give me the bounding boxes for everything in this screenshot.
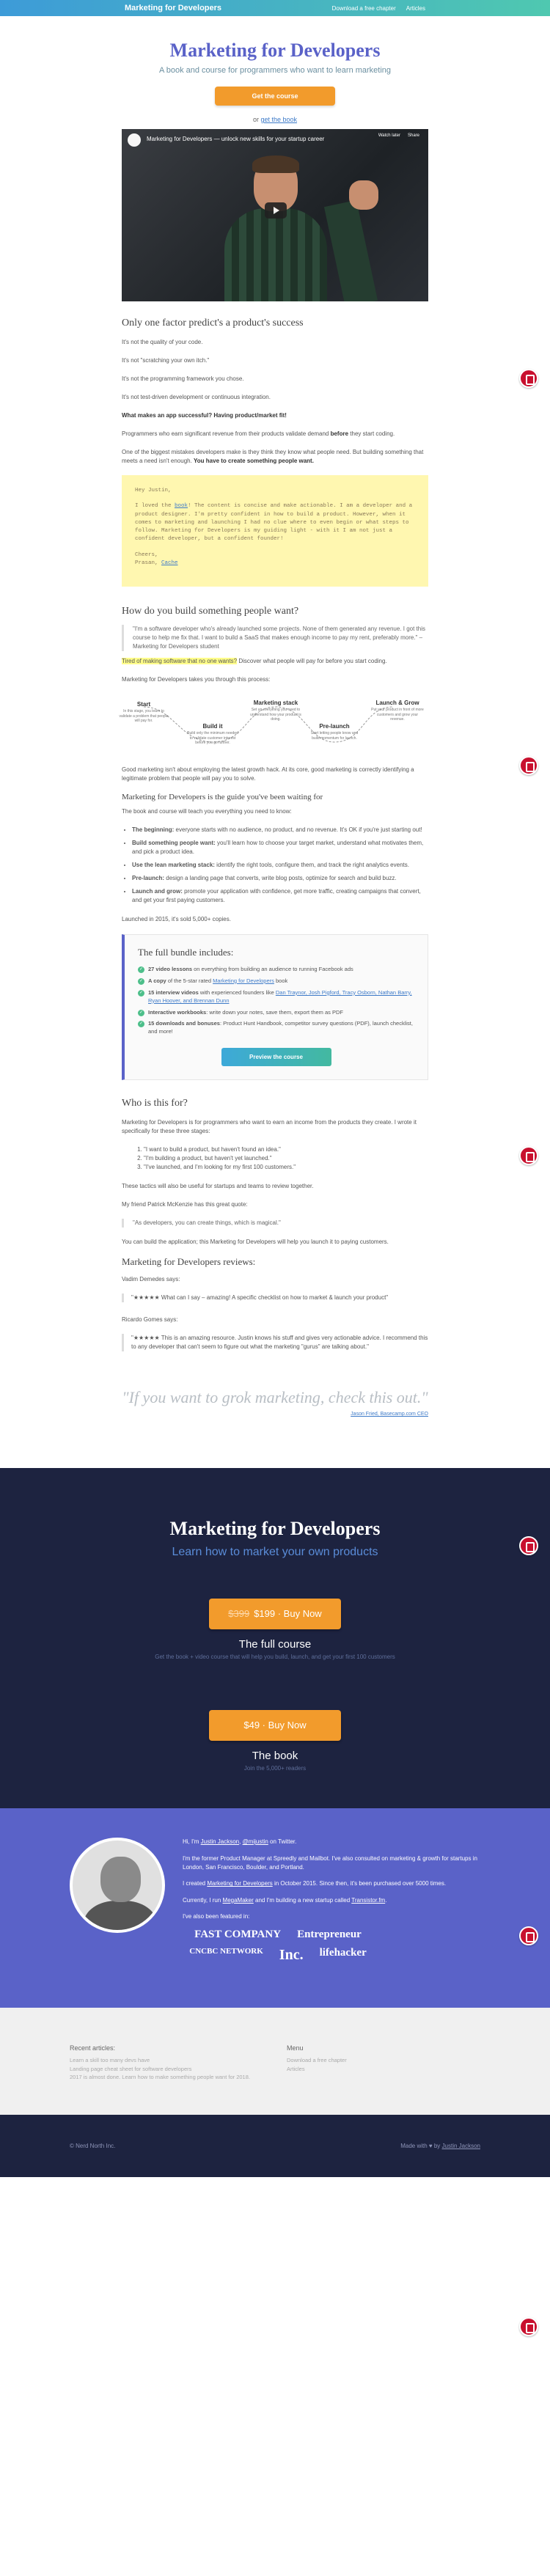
review-1-author: Vadim Demedes says:	[122, 1276, 180, 1283]
buy-book-button[interactable]: $49 · Buy Now	[209, 1710, 341, 1741]
main-content	[119, 318, 428, 1351]
guide-item	[132, 887, 428, 905]
who-item: 2. "I'm building a product, but haven't yet launched."	[144, 1154, 428, 1163]
buy-course-button[interactable]	[209, 1599, 341, 1629]
bundle-item-title: A copy	[148, 977, 166, 984]
how-heading: How do you build something people want?	[122, 606, 299, 617]
made-with	[400, 2143, 480, 2149]
page-subtitle: A book and course for programmers who want to learn marketing	[158, 66, 392, 75]
bundle-item	[138, 1009, 414, 1017]
guide-item	[132, 826, 428, 834]
floating-widget-icon[interactable]	[519, 1926, 538, 1945]
intro-p5	[122, 411, 428, 420]
bio-p5: I've also been featured in:	[183, 1913, 250, 1920]
bio-p1-c: on Twitter.	[268, 1838, 297, 1846]
check-icon: ✓	[139, 978, 144, 983]
bundle-item	[138, 1020, 414, 1036]
letter-book-link[interactable]: book	[175, 503, 188, 510]
guide-p1: The book and course will teach you everything you need to know:	[122, 808, 292, 815]
bundle-book-link[interactable]: Marketing for Developers	[213, 977, 274, 984]
step-start-desc: In this stage, you learn to validate a problem that people will pay for.	[119, 709, 169, 723]
nav-free-chapter[interactable]: Download a free chapter	[331, 4, 396, 12]
guide-item-text: identify the right tools, configure them, and track the right analytics events.	[214, 862, 409, 868]
page-title: Marketing for Developers	[169, 40, 381, 61]
step-build-name: Build it	[202, 723, 223, 730]
bundle-item-text-end: book	[274, 977, 288, 984]
pricing-subtitle: Learn how to market your own products	[172, 1546, 378, 1559]
guide-item	[132, 874, 428, 883]
floating-widget-icon[interactable]	[519, 1146, 538, 1165]
footer-menu	[287, 2044, 347, 2081]
step-stack	[249, 700, 302, 722]
or-text: or	[252, 116, 259, 123]
entrepreneur-logo: Entrepreneur	[297, 1929, 362, 1941]
video-figure-fist	[349, 180, 378, 210]
who-p2: These tactics will also be useful for startups and teams to review together.	[122, 1183, 314, 1190]
how-p2: Marketing for Developers takes you through this process:	[122, 676, 271, 683]
letter-handle-link[interactable]: Cache	[161, 559, 178, 566]
guide-item-title: Pre-launch:	[132, 875, 165, 881]
guide-item-text: design a landing page that converts, write blog posts, optimize for search and build buzz.	[164, 875, 397, 881]
bio-p3-b: in October 2015. Since then, it's been purchased over 5000 times.	[272, 1880, 447, 1887]
bundle-list	[138, 966, 414, 1036]
step-stack-desc: Set up everything you need to understand how your product is doing.	[250, 708, 301, 722]
bundle-item-text: on everything from building an audience to running Facebook ads	[192, 966, 353, 972]
share-button[interactable]: Share	[407, 133, 419, 138]
review-2: "★★★★★ This is an amazing resource. Justin knows his stuff and gives very actionable advice. I recommend this to any developer that can't seem to figure out what the marketing "gurus" are talking about."	[122, 1334, 428, 1351]
guide-item-text: promote your application with confidence, get more traffic, creating campaigns that convert, and get your first paying customers.	[132, 888, 421, 903]
footer-author-link[interactable]: Justin Jackson	[441, 2143, 480, 2150]
bundle-item	[138, 989, 414, 1005]
get-course-button[interactable]: Get the course	[215, 87, 334, 106]
bio-p1-a: Hi, I'm	[183, 1838, 201, 1846]
how-p3: Good marketing isn't about employing the latest growth hack. At its core, good marketing is correctly identifying a legitimate problem that people will pay you to solve.	[122, 766, 414, 782]
video-figure-shirt	[224, 208, 327, 301]
intro-p6-b: before	[330, 430, 349, 437]
book-title: The book	[252, 1750, 298, 1763]
bundle-item-text: with experienced founders like	[198, 988, 276, 996]
bundle-founders-link[interactable]: Dan Traynor, Josh Pigford, Tracy Osborn, Nathan Barry, Ryan Hoover, and Brennan Dunn	[148, 988, 412, 1004]
featured-quote: "If you want to grok marketing, check this out."	[122, 1388, 428, 1407]
video-player[interactable]	[122, 129, 428, 301]
mckenzie-quote: "As developers, you can create things, which is magical."	[122, 1219, 428, 1228]
check-icon: ✓	[139, 1010, 144, 1015]
transistor-link[interactable]: Transistor.fm	[351, 1896, 386, 1904]
guide-list	[132, 826, 428, 905]
step-start-name: Start	[136, 701, 151, 708]
bundle-item-text: : write down your notes, save them, export them as PDF	[206, 1008, 343, 1016]
footer-article-link[interactable]: Landing page cheat sheet for software developers	[70, 2065, 192, 2072]
avatar	[70, 1838, 165, 1933]
floating-widget-icon[interactable]	[519, 1536, 538, 1555]
step-build-desc: Build only the minimum needed to validate customer interest before you go further.	[187, 731, 238, 745]
twitter-link[interactable]: @mijustin	[242, 1838, 268, 1846]
how-p1-highlight: Tired of making software that no one wants?	[122, 658, 238, 664]
intro-p7-a: One of the biggest mistakes developers make is they think they know what people need. But building something that meets a need isn't enough.	[122, 449, 424, 464]
avatar-head	[100, 1857, 141, 1902]
guide-item-title: Build something people want:	[132, 840, 216, 846]
guide-item	[132, 861, 428, 870]
channel-avatar[interactable]	[128, 133, 141, 147]
intro-heading: Only one factor predict's a product's success	[122, 318, 304, 329]
footer-article-link[interactable]: Learn a skill too many devs have	[70, 2057, 150, 2064]
preview-course-button[interactable]: Preview the course	[221, 1048, 331, 1066]
get-book-link[interactable]: get the book	[260, 116, 298, 123]
bio-p4-c: .	[385, 1896, 387, 1904]
guide-item-text: everyone starts with no audience, no product, and no revenue. It's OK if you're just starting out!	[174, 826, 422, 833]
lifehacker-logo: lifehacker	[319, 1947, 367, 1959]
book-offer	[0, 1710, 550, 1772]
megamaker-link[interactable]: MegaMaker	[222, 1896, 254, 1904]
bundle-box	[122, 934, 428, 1080]
guide-item-title: Launch and grow:	[132, 888, 183, 895]
bio-p4-b: and I'm building a new startup called	[253, 1896, 352, 1904]
floating-widget-icon[interactable]	[519, 2317, 538, 2336]
watch-later-button[interactable]: Watch later	[378, 133, 400, 138]
who-heading: Who is this for?	[122, 1098, 188, 1109]
author-bio	[183, 1838, 480, 1964]
reviews-heading: Marketing for Developers reviews:	[122, 1256, 256, 1268]
press-logos	[183, 1929, 373, 1964]
intro-p3: It's not the programming framework you chose.	[122, 375, 244, 382]
who-p4: You can build the application; this Marketing for Developers will help you launch it to paying customers.	[122, 1239, 389, 1246]
step-build	[186, 723, 239, 746]
bundle-item-title: 27 video lessons	[148, 966, 193, 972]
bundle-item	[138, 966, 414, 974]
step-prelaunch-name: Pre-launch	[319, 723, 350, 730]
who-p3: My friend Patrick McKenzie has this great quote:	[122, 1201, 248, 1208]
avatar-body	[84, 1901, 157, 1933]
guide-p2: Launched in 2015, it's sold 5,000+ copies.	[122, 916, 231, 922]
pricing-section	[0, 1468, 550, 1808]
who-item: 1. "I want to build a product, but haven't found an idea."	[144, 1145, 428, 1154]
pricing-title: Marketing for Developers	[169, 1518, 381, 1540]
bundle-item-title: 15 interview videos	[148, 988, 199, 996]
letter-greeting: Hey Justin,	[135, 488, 172, 493]
who-item: 3. "I've launched, and I'm looking for my first 100 customers."	[144, 1163, 428, 1172]
book-link[interactable]: Marketing for Developers	[207, 1880, 273, 1887]
bundle-item	[138, 977, 414, 986]
footer-menu-link[interactable]: Download a free chapter	[287, 2057, 347, 2064]
bundle-item-title: 15 downloads and bonuses	[148, 1020, 220, 1027]
step-prelaunch	[308, 723, 361, 741]
book-desc: Join the 5,000+ readers	[243, 1765, 307, 1772]
video-figure	[232, 158, 320, 301]
course-offer	[0, 1599, 550, 1660]
bio-p2: I'm the former Product Manager at Spreedly and Mailbot. I've also consulted on marketing & growth for startups in London, San Francisco, Boulder, and Portland.	[183, 1854, 477, 1871]
course-title: The full course	[238, 1638, 312, 1651]
course-price: $199 · Buy Now	[254, 1608, 322, 1620]
intro-p5-bold: What makes an app successful? Having product/market fit!	[122, 412, 287, 419]
letter-body	[135, 502, 415, 543]
review-1: "★★★★★ What can I say – amazing! A specific checklist on how to market & launch your product"	[122, 1293, 428, 1302]
author-section	[0, 1808, 550, 2008]
how-p1-rest: Discover what people will pay for before you start coding.	[237, 658, 387, 664]
intro-p6	[122, 430, 428, 438]
guide-item-title: Use the lean marketing stack:	[132, 862, 215, 868]
author-name-link[interactable]: Justin Jackson	[200, 1838, 240, 1846]
check-icon: ✓	[139, 967, 144, 972]
video-figure-hair	[252, 155, 299, 173]
guide-heading: Marketing for Developers is the guide you've been waiting for	[122, 793, 323, 801]
hero	[0, 16, 550, 301]
step-stack-name: Marketing stack	[253, 700, 298, 706]
bio-p4-a: Currently, I run	[183, 1896, 223, 1904]
video-figure-arm	[324, 200, 378, 301]
nav-articles[interactable]: Articles	[406, 4, 425, 12]
bundle-item-title: Interactive workbooks	[148, 1008, 207, 1016]
cnbc-logo: CNCBC NETWORK	[189, 1947, 263, 1956]
footer-links	[0, 2008, 550, 2115]
student-quote: "I'm a software developer who's already launched some projects. None of them generated any revenue. I got this course to help me fix that. I want to build a SaaS that makes enough income to pay my rent, preferably more." – Marketing for Developers student	[122, 625, 428, 651]
footer-menu-link[interactable]: Articles	[287, 2065, 305, 2072]
intro-p2: It's not "scratching your own itch."	[122, 357, 210, 364]
fastcompany-logo: FAST COMPANY	[194, 1929, 282, 1941]
bundle-item-text: of the 5-star rated	[166, 977, 213, 984]
bio-p1-b: ,	[239, 1838, 243, 1846]
bio-p4	[183, 1896, 480, 1905]
floating-widget-icon[interactable]	[519, 756, 538, 775]
bio-p3-a: I created	[183, 1880, 208, 1887]
top-nav	[332, 5, 425, 12]
check-icon: ✓	[139, 990, 144, 995]
intro-p1: It's not the quality of your code.	[122, 339, 203, 345]
testimonial-letter	[122, 475, 428, 587]
inc-logo: Inc.	[279, 1947, 304, 1964]
course-desc: Get the book + video course that will help you build, launch, and get your first 100 customers	[155, 1654, 395, 1661]
bio-p1	[183, 1838, 480, 1846]
guide-item-text: you'll learn how to choose your target market, understand what motivates them, and pick a product idea.	[132, 840, 424, 855]
step-start	[117, 701, 170, 724]
video-actions	[378, 133, 419, 138]
footer-menu-title: Menu	[287, 2044, 304, 2052]
step-launch-name: Launch & Grow	[375, 700, 419, 706]
who-list	[144, 1145, 428, 1172]
video-title[interactable]: Marketing for Developers — unlock new skills for your startup career	[147, 136, 325, 142]
featured-quote-author[interactable]: Jason Fried, Basecamp.com CEO	[351, 1412, 428, 1417]
who-p1: Marketing for Developers is for programmers who want to earn an income from the products they create. I wrote it specifically for these three stages:	[122, 1119, 417, 1135]
bio-p3	[183, 1879, 480, 1888]
footer-articles	[70, 2044, 250, 2081]
footer-article-link[interactable]: 2017 is almost done. Learn how to make something people want for 2018.	[70, 2073, 250, 2080]
footer-articles-title: Recent articles:	[70, 2044, 116, 2052]
letter-body-a: I loved the	[135, 503, 175, 510]
step-launch	[371, 700, 424, 722]
step-launch-desc: Put your product in front of more customers and grow your revenue.	[371, 708, 424, 722]
or-get-book	[0, 116, 550, 123]
letter-signoff	[135, 551, 415, 568]
intro-p7-b: You have to create something people want.	[194, 458, 314, 464]
floating-widget-icon[interactable]	[519, 369, 538, 388]
step-prelaunch-desc: Start letting people know and build momentum for launch.	[310, 731, 359, 741]
course-old-price: $399	[228, 1608, 250, 1620]
intro-p6-a: Programmers who earn significant revenue from their products validate demand	[122, 430, 331, 437]
review-2-author: Ricardo Gomes says:	[122, 1316, 178, 1324]
check-icon: ✓	[139, 1021, 144, 1027]
play-icon[interactable]	[265, 202, 287, 219]
bundle-item-text: : Product Hunt Handbook, competitor survey questions (PDF), launch checklist, and more!	[148, 1020, 413, 1035]
bundle-heading: The full bundle includes:	[138, 947, 234, 958]
how-p1	[122, 657, 428, 666]
intro-p6-c: they start coding.	[348, 430, 395, 437]
intro-p4: It's not test-driven development or continuous integration.	[122, 394, 271, 400]
top-navbar	[0, 0, 550, 16]
guide-item	[132, 839, 428, 856]
intro-p7	[122, 448, 428, 466]
brand-logo[interactable]: Marketing for Developers	[125, 4, 222, 12]
copyright: © Nerd North Inc.	[70, 2143, 116, 2150]
process-diagram	[119, 694, 428, 755]
guide-item-title: The beginning:	[132, 826, 175, 833]
made-with-text: Made with ♥ by	[400, 2143, 442, 2150]
letter-cheers: Cheers,	[135, 551, 158, 558]
letter-body-b: ! The content is concise and make actionable. I am a developer and a product designer. I'm pretty confident in how to build a product. However, when it comes to marketing and launching I had no clue where to even begin or what steps to follow. Marketing for Developers is my guiding light - with it I am not just a confident developer, but a confident founder!	[135, 503, 413, 543]
footer	[0, 2115, 550, 2177]
letter-name: Prasan,	[135, 559, 162, 566]
